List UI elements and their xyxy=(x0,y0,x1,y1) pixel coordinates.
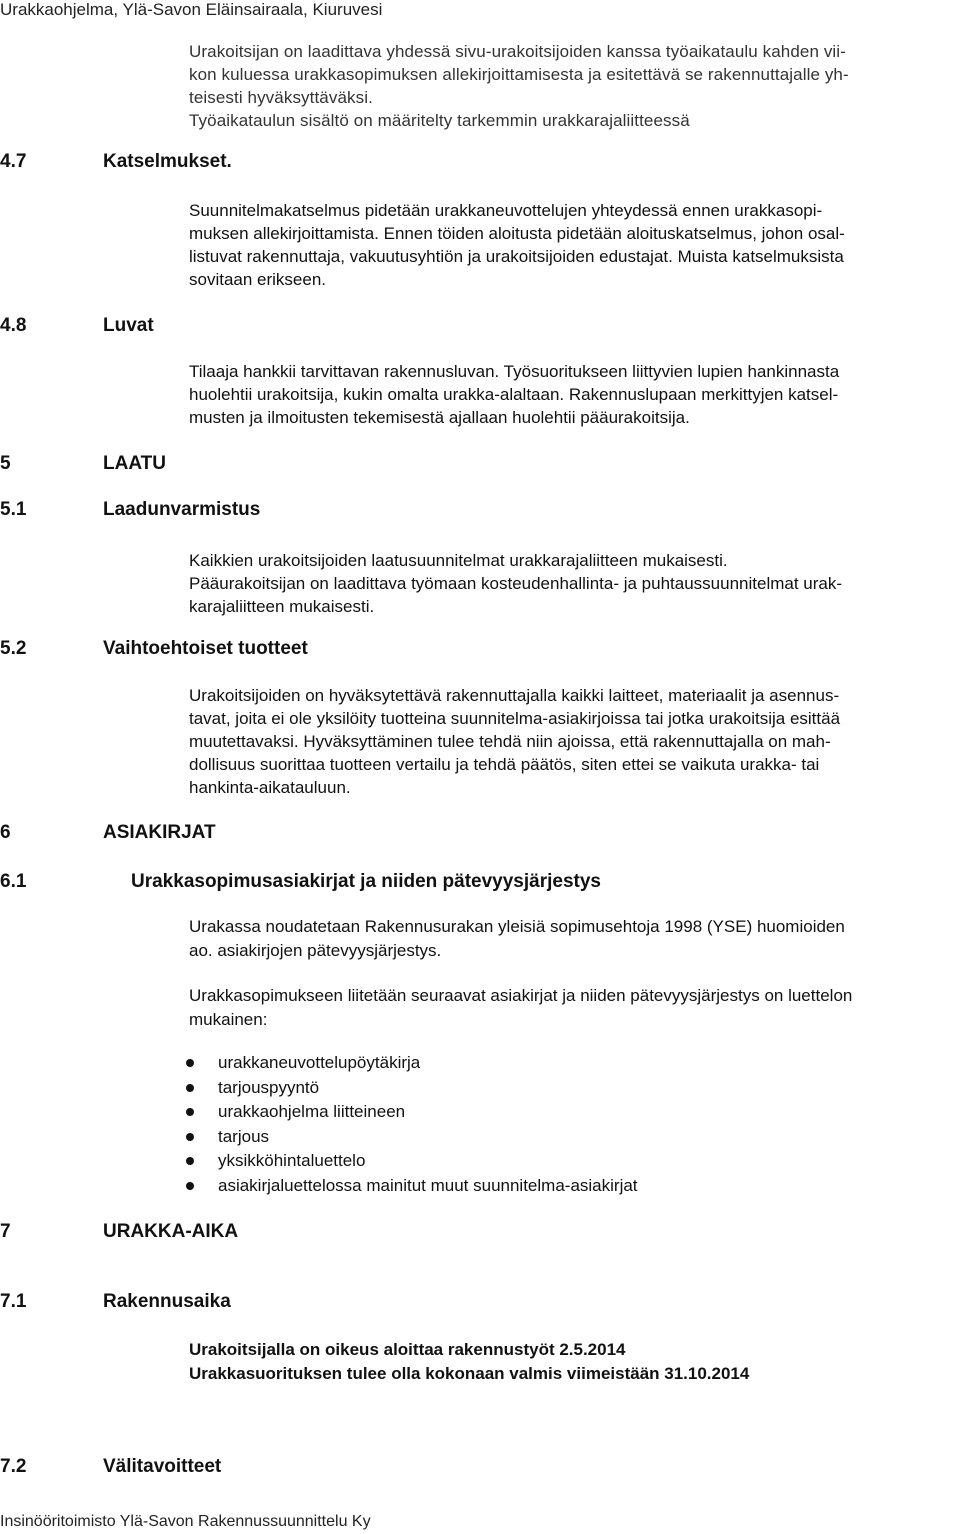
heading-title: Luvat xyxy=(103,315,154,336)
text-line: Suunnitelmakatselmus pidetään urakkaneuvottelujen yhteydessä ennen urakkasopi- xyxy=(189,201,823,220)
heading-title: Katselmukset. xyxy=(103,151,232,172)
heading-7 xyxy=(0,1221,400,1245)
text-line: huolehtii urakoitsija, kukin omalta urakka-alaltaan. Rakennuslupaan merkittyjen katsel- xyxy=(189,385,839,404)
section-5-2-body xyxy=(189,684,840,799)
heading-number: 5.1 xyxy=(0,499,27,520)
text-line: Urakoitsijoiden on hyväksytettävä rakennuttajalla kaikki laitteet, materiaalit ja asennus- xyxy=(189,686,840,705)
text-line: mukainen: xyxy=(189,1010,268,1029)
list-item: asiakirjaluettelossa mainitut muut suunnitelma-asiakirjat xyxy=(186,1174,638,1199)
text-line: Tilaaja hankkii tarvittavan rakennusluvan. Työsuoritukseen liittyvien lupien hankinnasta xyxy=(189,362,840,381)
heading-title: Vaihtoehtoiset tuotteet xyxy=(103,638,308,659)
section-4-7-body xyxy=(189,199,845,291)
text-line: hankinta-aikatauluun. xyxy=(189,778,351,797)
section-6-1-para1 xyxy=(189,915,845,963)
heading-7-2 xyxy=(0,1456,400,1480)
text-line: muutettavaksi. Hyväksyttäminen tulee tehdä niin ajoissa, että rakennuttajalla on mah- xyxy=(189,732,831,751)
bullet-icon xyxy=(186,1133,194,1141)
text-line: karajaliitteen mukaisesti. xyxy=(189,597,375,616)
bullet-icon xyxy=(186,1157,194,1165)
text-line: Urakoitsijan on laadittava yhdessä sivu-urakoitsijoiden kanssa työaikataulu kahden vii- xyxy=(189,42,846,61)
heading-title: URAKKA-AIKA xyxy=(103,1221,239,1242)
section-7-1-body xyxy=(189,1338,749,1386)
text-line: Työaikataulun sisältö on määritelty tarkemmin urakkarajaliitteessä xyxy=(189,111,690,130)
heading-4-7 xyxy=(0,151,400,175)
heading-6-1 xyxy=(0,871,700,895)
list-item: urakkaneuvottelupöytäkirja xyxy=(186,1051,638,1076)
text-line: Pääurakoitsijan on laadittava työmaan kosteudenhallinta- ja puhtaussuunnitelmat urak- xyxy=(189,574,843,593)
intro-paragraph xyxy=(189,40,849,132)
heading-title: ASIAKIRJAT xyxy=(103,822,216,843)
heading-number: 7 xyxy=(0,1221,11,1242)
section-6-1-para2 xyxy=(189,984,852,1032)
text-line: Urakkasopimukseen liitetään seuraavat asiakirjat ja niiden pätevyysjärjestys on luettelon xyxy=(189,986,853,1005)
text-line: Kaikkien urakoitsijoiden laatusuunnitelmat urakkarajaliitteen mukaisesti. xyxy=(189,551,728,570)
text-line: musten ja ilmoitusten tekemisestä ajallaan huolehtii pääurakoitsija. xyxy=(189,408,690,427)
heading-number: 4.8 xyxy=(0,315,27,336)
heading-title: Urakkasopimusasiakirjat ja niiden pätevyysjärjestys xyxy=(131,871,601,892)
section-4-8-body xyxy=(189,360,839,429)
heading-title: Laadunvarmistus xyxy=(103,499,261,520)
heading-title: Välitavoitteet xyxy=(103,1456,222,1477)
completion-date-line: Urakkasuorituksen tulee olla kokonaan valmis viimeistään 31.10.2014 xyxy=(189,1364,750,1383)
text-line: muksen allekirjoittamista. Ennen töiden aloitusta pidetään aloituskatselmus, johon osal- xyxy=(189,224,845,243)
heading-number: 4.7 xyxy=(0,151,27,172)
list-item: urakkaohjelma liitteineen xyxy=(186,1100,638,1125)
text-line: teisesti hyväksyttäväksi. xyxy=(189,88,373,107)
heading-number: 7.1 xyxy=(0,1291,27,1312)
heading-title: Rakennusaika xyxy=(103,1291,231,1312)
text-line: sovitaan erikseen. xyxy=(189,270,327,289)
text-line: dollisuus suorittaa tuotteen vertailu ja tehdä päätös, siten ettei se vaikuta urakka- tai xyxy=(189,755,820,774)
text-line: ao. asiakirjojen pätevyysjärjestys. xyxy=(189,941,442,960)
text-line: kon kuluessa urakkasopimuksen allekirjoittamisesta ja esitettävä se rakennuttajalle yh- xyxy=(189,65,849,84)
heading-5 xyxy=(0,453,400,477)
text-line: listuvat rakennuttaja, vakuutusyhtiön ja urakoitsijoiden edustajat. Muista katselmuksista xyxy=(189,247,844,266)
heading-4-8 xyxy=(0,315,400,339)
document-order-list xyxy=(186,1051,638,1198)
heading-number: 6 xyxy=(0,822,11,843)
page-header: Urakkaohjelma, Ylä-Savon Eläinsairaala, Kiuruvesi xyxy=(0,0,383,19)
bullet-icon xyxy=(186,1059,194,1067)
bullet-icon xyxy=(186,1108,194,1116)
start-date-line: Urakoitsijalla on oikeus aloittaa rakennustyöt 2.5.2014 xyxy=(189,1340,626,1359)
section-5-1-body xyxy=(189,549,842,618)
heading-6 xyxy=(0,822,400,846)
heading-number: 7.2 xyxy=(0,1456,27,1477)
list-item: tarjous xyxy=(186,1125,638,1150)
heading-number: 6.1 xyxy=(0,871,27,892)
heading-7-1 xyxy=(0,1291,400,1315)
bullet-icon xyxy=(186,1084,194,1092)
heading-5-1 xyxy=(0,499,400,523)
text-line: tavat, joita ei ole yksilöity tuotteina suunnitelma-asiakirjoissa tai jotka urakoitsija esittää xyxy=(189,709,841,728)
text-line: Urakassa noudatetaan Rakennusurakan yleisiä sopimusehtoja 1998 (YSE) huomioiden xyxy=(189,917,845,936)
list-item: tarjouspyyntö xyxy=(186,1076,638,1101)
heading-title: LAATU xyxy=(103,453,166,474)
heading-number: 5.2 xyxy=(0,638,27,659)
bullet-icon xyxy=(186,1182,194,1190)
list-item: yksikköhintaluettelo xyxy=(186,1149,638,1174)
heading-5-2 xyxy=(0,638,400,662)
page-footer: Insinööritoimisto Ylä-Savon Rakennussuunnittelu Ky xyxy=(0,1513,371,1530)
heading-number: 5 xyxy=(0,453,11,474)
